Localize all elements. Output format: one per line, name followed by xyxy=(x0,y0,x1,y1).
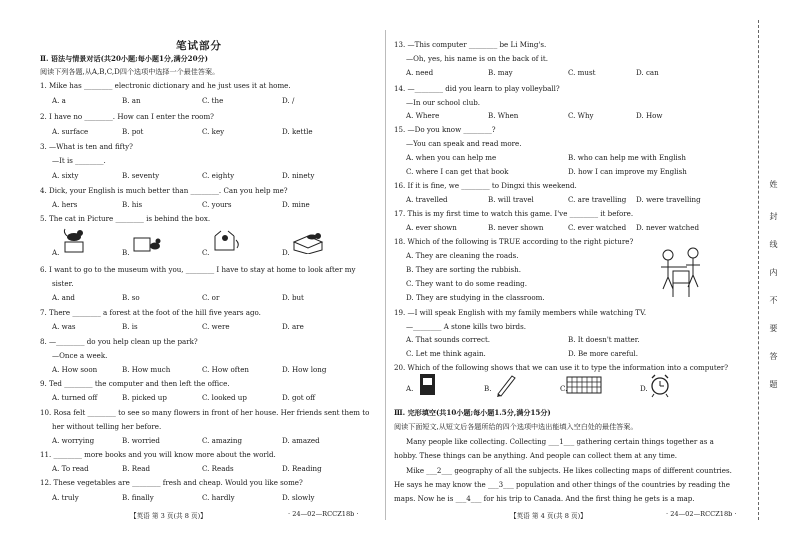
q8-option-c: C. How often xyxy=(202,365,249,374)
footer-page-label-right: 【英语 第 4 页(共 8 页)】 xyxy=(510,512,587,520)
passage-line-5: maps. Now he is ___4___ for his trip to Canada. And the first thing he gets is a map. xyxy=(394,494,695,503)
q11-option-c: C. Reads xyxy=(202,464,234,473)
q13-option-b: B. may xyxy=(488,68,513,77)
q3-option-a: A. sixty xyxy=(52,171,79,180)
question-3-line-2: —It is ________. xyxy=(52,156,106,165)
keyboard-picture xyxy=(566,374,602,396)
q1-option-d: D. / xyxy=(282,96,295,105)
q19-option-a: A. That sounds correct. xyxy=(406,335,491,344)
q2-option-a: A. surface xyxy=(52,127,89,136)
q14-option-d: D. How xyxy=(636,111,663,120)
q15-option-c: C. where I can get that book xyxy=(406,167,509,176)
q19-option-b: B. It doesn't matter. xyxy=(568,335,640,344)
q5-option-a: A. xyxy=(52,248,60,257)
q16-option-a: A. travelled xyxy=(406,195,448,204)
q16-option-c: C. are travelling xyxy=(568,195,627,204)
q10-option-b: B. worried xyxy=(122,436,160,445)
question-6-line-1: 6. I want to go to the museum with you, ________ I have to stay at home to look after my xyxy=(40,265,356,274)
q1-option-a: A. a xyxy=(52,96,66,105)
question-20: 20. Which of the following shows that we can use it to type the information into a computer? xyxy=(394,363,729,372)
q20-option-c: C. xyxy=(560,384,568,393)
passage-line-2: hobby. These things can be anything. And people can collect them at any time. xyxy=(394,451,678,460)
q12-option-d: D. slowly xyxy=(282,493,315,502)
q14-option-b: B. When xyxy=(488,111,519,120)
q10-option-a: A. worrying xyxy=(52,436,95,445)
q5-option-d: D. xyxy=(282,248,290,257)
seal-char-1: 姓 xyxy=(769,180,778,188)
question-10-line-2: her without telling her before. xyxy=(52,422,162,431)
passage-line-4: He says he may know the ___3___ population and other things of the countries by reading the xyxy=(394,480,730,489)
q20-option-b: B. xyxy=(484,384,492,393)
question-1: 1. Mike has ________ electronic dictionary and he just uses it at home. xyxy=(40,81,291,90)
q8-option-b: B. How much xyxy=(122,365,171,374)
students-reading-picture xyxy=(655,245,707,301)
q16-option-d: D. were travelling xyxy=(636,195,701,204)
section-1-instructions: 阅读下列各题,从A,B,C,D四个选项中选择一个最佳答案。 xyxy=(40,67,220,76)
q7-option-c: C. were xyxy=(202,322,230,331)
cat-beside-box-picture xyxy=(132,228,162,254)
q11-option-d: D. Reading xyxy=(282,464,322,473)
question-17: 17. This is my first time to watch this game. I've ________ it before. xyxy=(394,209,634,218)
q4-option-b: B. his xyxy=(122,200,143,209)
q13-option-a: A. need xyxy=(406,68,434,77)
q13-option-c: C. must xyxy=(568,68,596,77)
question-15-line-2: —You can speak and read more. xyxy=(406,139,522,148)
q6-option-d: D. but xyxy=(282,293,304,302)
section-3-heading: Ⅲ. 完形填空(共10小题;每小题1.5分,满分15分) xyxy=(394,408,551,417)
question-19-line-2: —________ A stone kills two birds. xyxy=(406,322,526,331)
q18-option-a: A. They are cleaning the roads. xyxy=(406,251,519,260)
q9-option-b: B. picked up xyxy=(122,393,167,402)
question-6-line-2: sister. xyxy=(52,279,74,288)
footer-code-left: · 24—02—RCCZ18b · xyxy=(288,510,359,518)
q19-option-c: C. Let me think again. xyxy=(406,349,486,358)
question-13-line-2: —Oh, yes, his name is on the back of it. xyxy=(406,54,549,63)
q4-option-d: D. mine xyxy=(282,200,310,209)
q20-option-d: D. xyxy=(640,384,648,393)
question-19-line-1: 19. —I will speak English with my family members while watching TV. xyxy=(394,308,647,317)
q7-option-d: D. are xyxy=(282,322,304,331)
question-18: 18. Which of the following is TRUE according to the right picture? xyxy=(394,237,634,246)
q3-option-c: C. eighty xyxy=(202,171,235,180)
q18-option-d: D. They are studying in the classroom. xyxy=(406,293,545,302)
q7-option-b: B. is xyxy=(122,322,138,331)
cat-in-box-picture xyxy=(212,228,242,254)
q10-option-c: C. amazing xyxy=(202,436,242,445)
seal-char-3: 线 xyxy=(769,240,778,248)
question-8-line-1: 8. —________ do you help clean up the park? xyxy=(40,337,198,346)
q12-option-b: B. finally xyxy=(122,493,154,502)
seal-char-4: 内 xyxy=(769,268,778,276)
q14-option-c: C. Why xyxy=(568,111,594,120)
question-14-line-1: 14. —________ did you learn to play volleyball? xyxy=(394,84,560,93)
page-title: 笔试部分 xyxy=(176,40,222,52)
q15-option-b: B. who can help me with English xyxy=(568,153,686,162)
question-14-line-2: —In our school club. xyxy=(406,98,481,107)
seal-char-7: 答 xyxy=(769,352,778,360)
seal-char-8: 题 xyxy=(769,380,778,388)
q6-option-c: C. or xyxy=(202,293,220,302)
question-15-line-1: 15. —Do you know ________? xyxy=(394,125,496,134)
q11-option-a: A. To read xyxy=(52,464,89,473)
question-2: 2. I have no ________. How can I enter the room? xyxy=(40,112,214,121)
question-4: 4. Dick, your English is much better than ________. Can you help me? xyxy=(40,186,288,195)
q14-option-a: A. Where xyxy=(406,111,440,120)
q10-option-d: D. amazed xyxy=(282,436,320,445)
section-3-instructions: 阅读下面短文,从短文后各题所给的四个选项中选出能填入空白处的最佳答案。 xyxy=(394,422,638,431)
q13-option-d: D. can xyxy=(636,68,659,77)
q8-option-d: D. How long xyxy=(282,365,327,374)
q7-option-a: A. was xyxy=(52,322,76,331)
q1-option-c: C. the xyxy=(202,96,224,105)
alarm-clock-picture xyxy=(648,372,672,398)
q6-option-b: B. so xyxy=(122,293,140,302)
q18-option-c: C. They want to do some reading. xyxy=(406,279,527,288)
q2-option-b: B. pot xyxy=(122,127,144,136)
q16-option-b: B. will travel xyxy=(488,195,534,204)
q8-option-a: A. How soon xyxy=(52,365,98,374)
q4-option-a: A. hers xyxy=(52,200,78,209)
q5-option-b: B. xyxy=(122,248,130,257)
q4-option-c: C. yours xyxy=(202,200,232,209)
passage-line-3: Mike ___2___ geography of all the subjects. He likes collecting maps of different countries. xyxy=(406,466,732,475)
q17-option-c: C. ever watched xyxy=(568,223,627,232)
q5-option-c: C. xyxy=(202,248,210,257)
footer-code-right: · 24—02—RCCZ18b · xyxy=(666,510,737,518)
question-10-line-1: 10. Rosa felt ________ to see so many flowers in front of her house. Her friends sent them to xyxy=(40,408,370,417)
q2-option-c: C. key xyxy=(202,127,225,136)
passage-line-1: Many people like collecting. Collecting ___1___ gathering certain things together as a xyxy=(406,437,714,446)
seal-char-2: 封 xyxy=(769,212,778,220)
q9-option-d: D. got off xyxy=(282,393,316,402)
cat-on-box-picture xyxy=(62,226,88,254)
q15-option-a: A. when you can help me xyxy=(406,153,497,162)
question-5: 5. The cat in Picture ________ is behind the box. xyxy=(40,214,211,223)
q9-option-a: A. turned off xyxy=(52,393,98,402)
seal-line xyxy=(758,20,759,520)
q12-option-a: A. truly xyxy=(52,493,79,502)
question-9: 9. Ted ________ the computer and then left the office. xyxy=(40,379,230,388)
q2-option-d: D. kettle xyxy=(282,127,313,136)
q15-option-d: D. how I can improve my English xyxy=(568,167,687,176)
cat-behind-box-picture xyxy=(292,230,324,254)
q17-option-a: A. ever shown xyxy=(406,223,457,232)
seal-char-6: 要 xyxy=(769,324,778,332)
q3-option-b: B. seventy xyxy=(122,171,160,180)
question-3-line-1: 3. —What is ten and fifty? xyxy=(40,142,133,151)
q18-option-b: B. They are sorting the rubbish. xyxy=(406,265,521,274)
seal-char-5: 不 xyxy=(769,296,778,304)
question-8-line-2: —Once a week. xyxy=(52,351,108,360)
pen-picture xyxy=(494,372,518,398)
q11-option-b: B. Read xyxy=(122,464,151,473)
q17-option-d: D. never watched xyxy=(636,223,699,232)
q3-option-d: D. ninety xyxy=(282,171,315,180)
q1-option-b: B. an xyxy=(122,96,141,105)
book-picture xyxy=(418,372,438,398)
q20-option-a: A. xyxy=(406,384,414,393)
q12-option-c: C. hardly xyxy=(202,493,235,502)
question-13-line-1: 13. —This computer ________ be Li Ming's. xyxy=(394,40,547,49)
q17-option-b: B. never shown xyxy=(488,223,544,232)
question-11: 11. ________ more books and you will know more about the world. xyxy=(40,450,276,459)
q9-option-c: C. looked up xyxy=(202,393,247,402)
question-16: 16. If it is fine, we ________ to Dingxi this weekend. xyxy=(394,181,577,190)
question-12: 12. These vegetables are ________ fresh and cheap. Would you like some? xyxy=(40,478,303,487)
column-divider xyxy=(385,30,386,520)
q19-option-d: D. Be more careful. xyxy=(568,349,638,358)
q6-option-a: A. and xyxy=(52,293,75,302)
section-1-heading: Ⅱ. 语法与情景对话(共20小题;每小题1分,满分20分) xyxy=(40,54,208,63)
question-7: 7. There ________ a forest at the foot of the hill five years ago. xyxy=(40,308,261,317)
footer-page-label-left: 【英语 第 3 页(共 8 页)】 xyxy=(130,512,207,520)
